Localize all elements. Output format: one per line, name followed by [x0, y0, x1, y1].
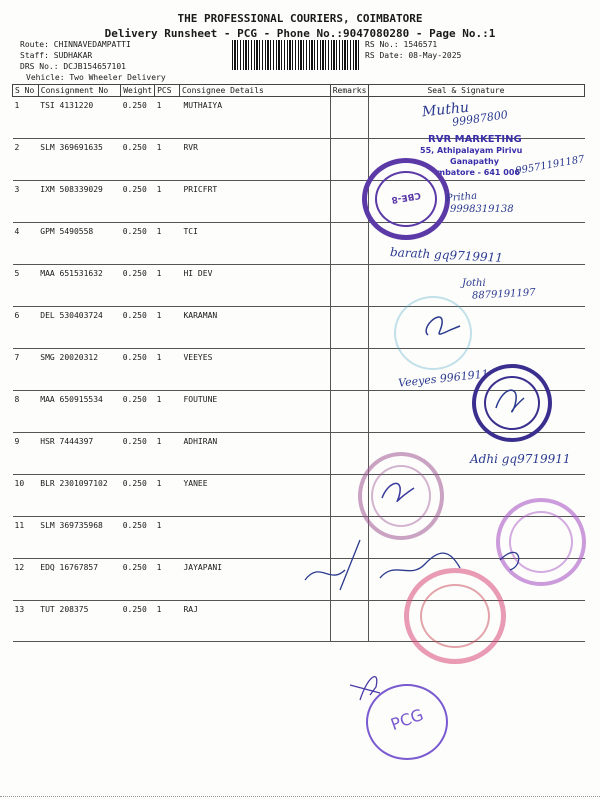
row-consignment: SLM 369735968	[38, 517, 120, 559]
row-weight: 0.250	[121, 265, 155, 307]
phone-row1: 99987800	[451, 108, 509, 129]
row-consignment: DEL 530403724	[38, 307, 120, 349]
table-row	[13, 181, 585, 223]
row-sno: 13	[13, 601, 39, 642]
pcg-stamp	[366, 684, 448, 760]
row-sno: 1	[13, 97, 39, 139]
row-remarks	[330, 265, 369, 307]
row-pcs: 1	[155, 139, 180, 181]
row-sno: 11	[13, 517, 39, 559]
row-pcs: 1	[155, 433, 180, 475]
col-sno: S No	[13, 85, 39, 97]
barcode-image	[232, 40, 360, 70]
signature-row9: Adhi gq9719911	[470, 452, 571, 466]
staff-label: Staff: SUDHAKAR	[20, 51, 93, 60]
row-pcs: 1	[155, 223, 180, 265]
signature-scribble-row6	[410, 300, 470, 350]
signature-row7: Veeyes 9961911	[397, 367, 490, 390]
rvr-stamp-address3: imbatore - 641 006	[434, 168, 520, 177]
rvr-stamp-address2: Ganapathy	[450, 157, 499, 166]
row-consignment: MAA 651531632	[38, 265, 120, 307]
signature-scribble-row8	[488, 378, 532, 422]
pricfrt-seal-center: CBE-8	[390, 189, 422, 205]
company-title: THE PROFESSIONAL COURIERS, COIMBATORE	[177, 12, 423, 25]
route-label: Route: CHINNAVEDAMPATTI	[20, 40, 131, 49]
row-weight: 0.250	[121, 475, 155, 517]
phone-row2: 99571191187	[514, 154, 586, 177]
row-weight: 0.250	[121, 433, 155, 475]
col-consignee: Consignee Details	[179, 85, 330, 97]
signature-muthu: Muthu	[421, 99, 470, 121]
row-sno: 8	[13, 391, 39, 433]
rs-number: RS No.: 1546571	[365, 40, 438, 49]
row-sno: 5	[13, 265, 39, 307]
row-remarks	[330, 307, 369, 349]
row-consignment: MAA 650915534	[38, 391, 120, 433]
table-header-row	[13, 85, 585, 97]
row-consignment: BLR 2301097102	[38, 475, 120, 517]
row-consignment: SMG 20020312	[38, 349, 120, 391]
row-sno: 12	[13, 559, 39, 601]
row-sno: 2	[13, 139, 39, 181]
signature-pritha: Pritha	[445, 190, 478, 205]
row-sno: 3	[13, 181, 39, 223]
row-consignee: TCI	[179, 223, 330, 265]
row-consignee: MUTHAIYA	[179, 97, 330, 139]
row-sno: 4	[13, 223, 39, 265]
rvr-stamp-address1: 55, Athipalayam Pirivu	[420, 146, 523, 155]
pcg-stamp-text: PCG	[388, 704, 426, 735]
vehicle-label: Vehicle: Two Wheeler Delivery	[26, 73, 166, 82]
row-consignee: RVR	[179, 139, 330, 181]
row-remarks	[330, 97, 369, 139]
page-bottom-border	[0, 796, 600, 797]
row-consignee: VEEYES	[179, 349, 330, 391]
phone-row6: 8879191197	[471, 287, 536, 302]
row-pcs: 1	[155, 181, 180, 223]
row-weight: 0.250	[121, 559, 155, 601]
col-consignment: Consignment No	[38, 85, 120, 97]
col-pcs: PCS	[155, 85, 180, 97]
row-pcs: 1	[155, 475, 180, 517]
raj-seal	[404, 568, 506, 664]
row-pcs: 1	[155, 559, 180, 601]
row-pcs: 1	[155, 307, 180, 349]
row-consignee: HI DEV	[179, 265, 330, 307]
signature-jothi: Jothi	[462, 278, 486, 289]
pricfrt-seal	[362, 158, 450, 240]
row-sno: 7	[13, 349, 39, 391]
row-remarks	[330, 391, 369, 433]
rs-date: RS Date: 08-May-2025	[365, 51, 462, 60]
row-weight: 0.250	[121, 391, 155, 433]
row-weight: 0.250	[121, 97, 155, 139]
col-remarks: Remarks	[330, 85, 369, 97]
row-pcs: 1	[155, 391, 180, 433]
phone-row3: 9998319138	[450, 204, 514, 215]
row-weight: 0.250	[121, 349, 155, 391]
row-consignment: TSI 4131220	[38, 97, 120, 139]
row-consignee: FOUTUNE	[179, 391, 330, 433]
row-consignee: ADHIRAN	[179, 433, 330, 475]
row-consignment: IXM 508339029	[38, 181, 120, 223]
row-consignee: JAYAPANI	[179, 559, 330, 601]
row-weight: 0.250	[121, 517, 155, 559]
runsheet-subtitle: Delivery Runsheet - PCG - Phone No.:9047080280 - Page No.:1	[104, 27, 496, 40]
row-remarks	[330, 601, 369, 642]
row-consignment: GPM 5490558	[38, 223, 120, 265]
col-weight: Weight	[121, 85, 155, 97]
row-remarks	[330, 223, 369, 265]
row-consignee: RAJ	[179, 601, 330, 642]
row-remarks	[330, 349, 369, 391]
rvr-stamp-name: RVR MARKETING	[428, 134, 522, 145]
row-consignment: EDQ 16767857	[38, 559, 120, 601]
row-pcs: 1	[155, 97, 180, 139]
row-weight: 0.250	[121, 307, 155, 349]
row-consignment: HSR 7444397	[38, 433, 120, 475]
row-pcs: 1	[155, 601, 180, 642]
row-sno: 6	[13, 307, 39, 349]
table-row	[13, 307, 585, 349]
row-consignee: PRICFRT	[179, 181, 330, 223]
drs-label: DRS No.: DCJB154657101	[20, 62, 126, 71]
row-weight: 0.250	[121, 181, 155, 223]
row-consignment: SLM 369691635	[38, 139, 120, 181]
table-row	[13, 475, 585, 517]
row-weight: 0.250	[121, 601, 155, 642]
signature-scribble-row10	[376, 470, 420, 510]
signature-row5: barath gq9719911	[389, 245, 504, 265]
row-remarks	[330, 433, 369, 475]
row-pcs: 1	[155, 517, 180, 559]
row-consignee: YANEE	[179, 475, 330, 517]
row-weight: 0.250	[121, 139, 155, 181]
row-weight: 0.250	[121, 223, 155, 265]
row-pcs: 1	[155, 265, 180, 307]
row-pcs: 1	[155, 349, 180, 391]
row-consignment: TUT 208375	[38, 601, 120, 642]
row-sno: 10	[13, 475, 39, 517]
col-seal: Seal & Signature	[369, 85, 585, 97]
row-consignee: KARAMAN	[179, 307, 330, 349]
row-sno: 9	[13, 433, 39, 475]
row-remarks	[330, 139, 369, 181]
